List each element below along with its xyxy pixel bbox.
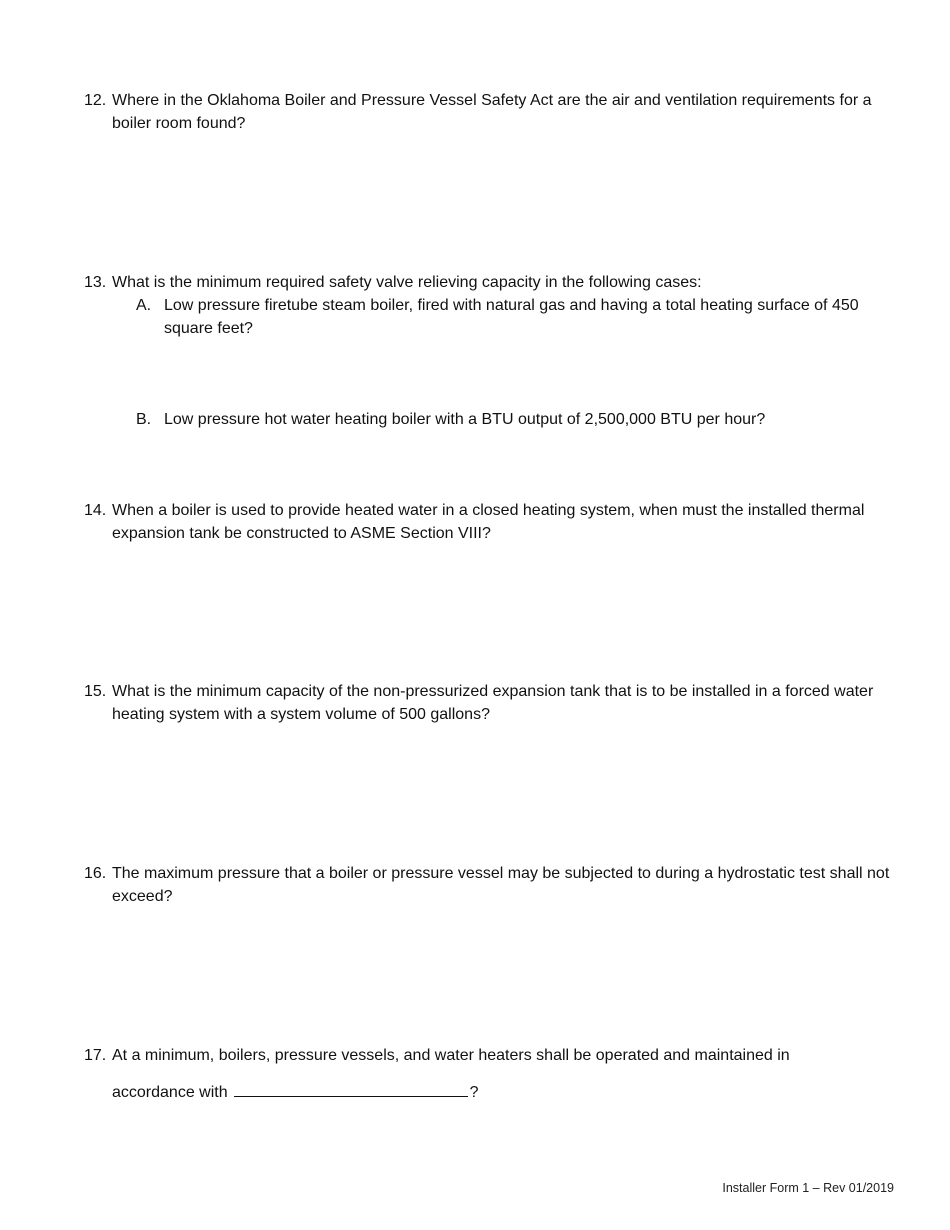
question-text [112,1044,894,1104]
question-text: What is the minimum required safety valve relieving capacity in the following cases: [112,274,702,291]
question-17 [84,1044,894,1104]
sub-item-text: Low pressure firetube steam boiler, fired with natural gas and having a total heating surface of 450 square feet? [164,297,859,337]
question-number: 12. [84,92,107,109]
question-13-item-b [136,408,894,431]
question-15 [84,680,894,726]
question-14-row [84,499,894,545]
form-revision-footer: Installer Form 1 – Rev 01/2019 [722,1181,894,1195]
question-text: The maximum pressure that a boiler or pressure vessel may be subjected to during a hydrostatic test shall not exceed? [112,865,890,905]
question-number: 17. [84,1047,107,1064]
question-number: 15. [84,683,107,700]
question-13-item-a [136,294,894,340]
question-17-line-2 [112,1078,894,1104]
question-16 [84,862,894,908]
sub-item-letter: B. [136,411,152,428]
question-text: When a boiler is used to provide heated water in a closed heating system, when must the installed thermal expansion tank be constructed to ASME Section VIII? [112,502,865,542]
sub-item-text: Low pressure hot water heating boiler with a BTU output of 2,500,000 BTU per hour? [164,411,766,428]
question-15-row [84,680,894,726]
question-13 [84,271,894,294]
question-text: What is the minimum capacity of the non-pressurized expansion tank that is to be installed in a forced water heating system with a system volume of 500 gallons? [112,683,874,723]
question-text: Where in the Oklahoma Boiler and Pressure Vessel Safety Act are the air and ventilation requirements for a boiler room found? [112,92,872,132]
answer-blank-line[interactable] [234,1078,468,1097]
question-12 [84,89,894,135]
question-14 [84,499,894,545]
question-17-prefix: accordance with [112,1084,228,1101]
question-12-row [84,89,894,135]
question-number: 13. [84,274,107,291]
question-17-line-1: At a minimum, boilers, pressure vessels, and water heaters shall be operated and maintained in [112,1047,790,1064]
question-number: 16. [84,865,107,882]
sub-item-letter: A. [136,297,152,314]
question-17-suffix: ? [469,1084,479,1101]
question-number: 14. [84,502,107,519]
question-16-row [84,862,894,908]
question-17-row [84,1044,894,1104]
question-13-row [84,271,894,294]
